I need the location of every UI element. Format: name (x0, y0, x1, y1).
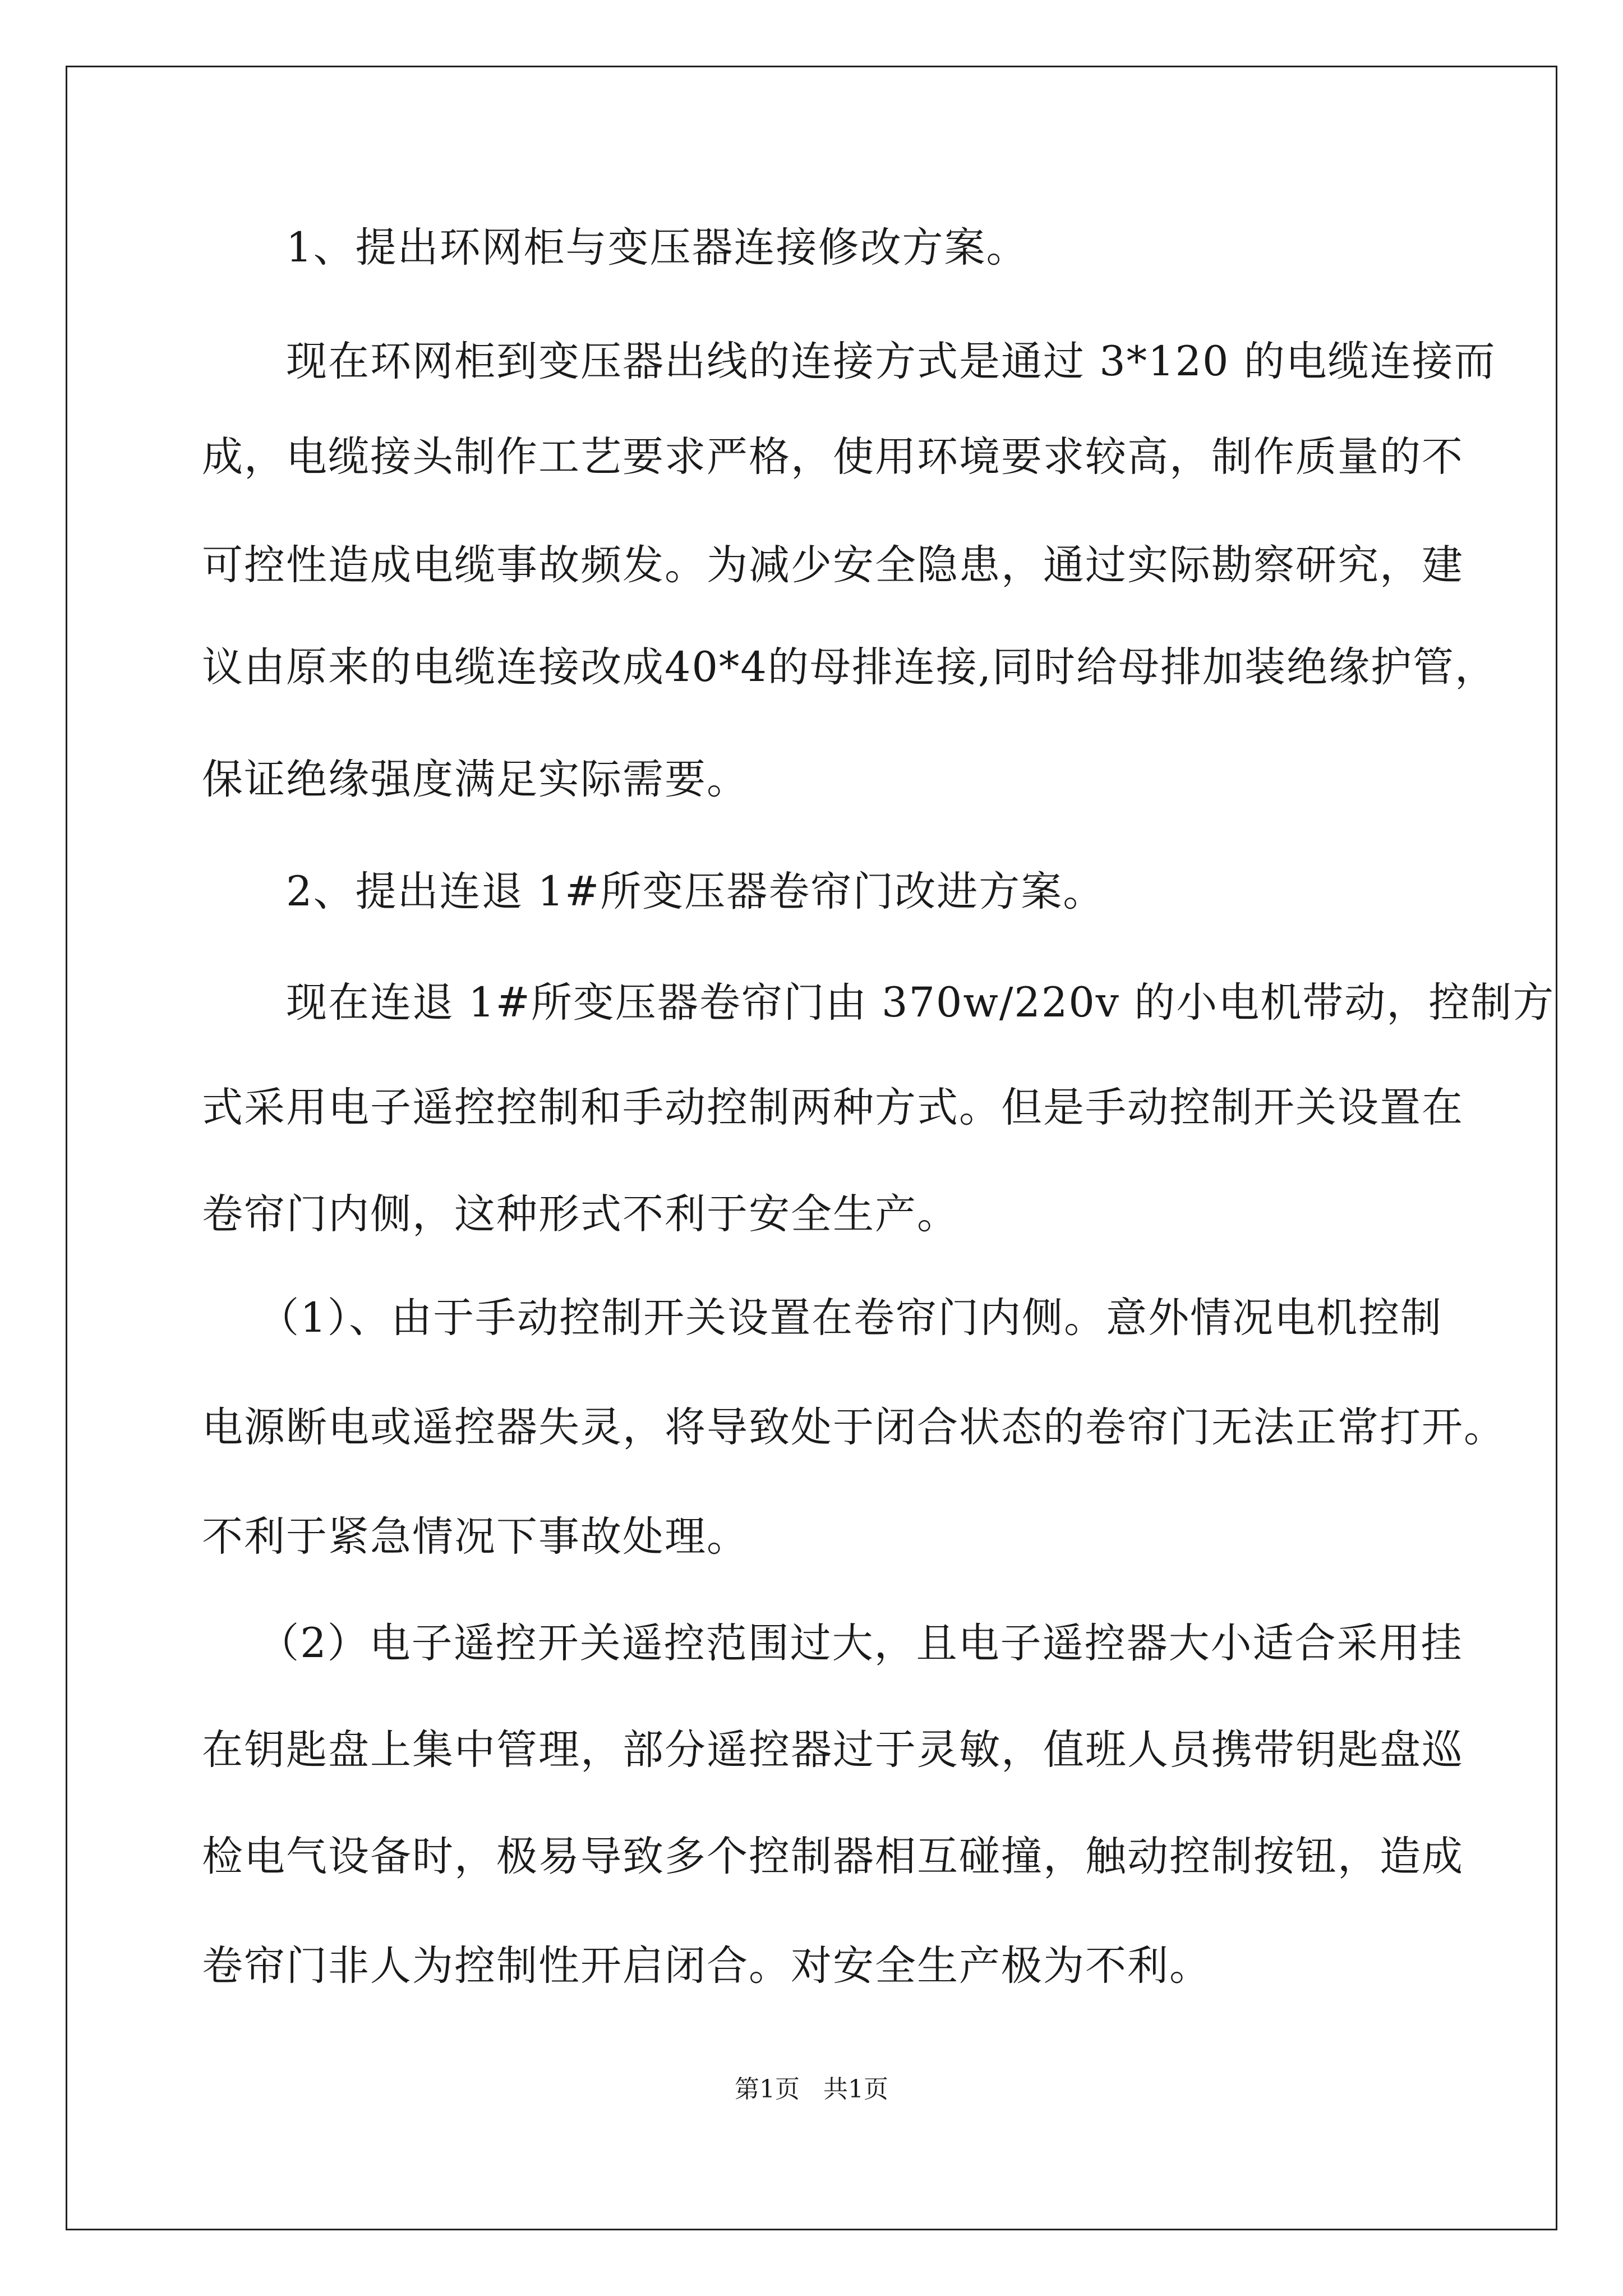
paragraph-4-line-1: 现在连退 1#所变压器卷帘门由 370w/220v 的小电机带动，控制方 (202, 979, 1555, 1027)
page-border (66, 66, 1557, 2230)
paragraph-1-line-1: 1、提出环网柜与变压器连接修改方案。 (202, 224, 1029, 272)
paragraph-2-line-4: 议由原来的电缆连接改成40*4的母排连接,同时给母排加装绝缘护管， (202, 643, 1497, 691)
paragraph-6-line-1: （2）电子遥控开关遥控范围过大，且电子遥控器大小适合采用挂 (202, 1619, 1463, 1667)
paragraph-5-line-2: 电源断电或遥控器失灵，将导致处于闭合状态的卷帘门无法正常打开。 (202, 1404, 1506, 1451)
paragraph-6-line-4: 卷帘门非人为控制性开启闭合。对安全生产极为不利。 (202, 1942, 1211, 1990)
paragraph-4-line-2: 式采用电子遥控控制和手动控制两种方式。但是手动控制开关设置在 (202, 1084, 1464, 1131)
paragraph-6-line-2: 在钥匙盘上集中管理，部分遥控器过于灵敏，值班人员携带钥匙盘巡 (202, 1726, 1464, 1774)
paragraph-3-line-1: 2、提出连退 1#所变压器卷帘门改进方案。 (202, 868, 1105, 915)
paragraph-2-line-3: 可控性造成电缆事故频发。为减少安全隐患，通过实际勘察研究，建 (202, 541, 1464, 589)
paragraph-6-line-3: 检电气设备时，极易导致多个控制器相互碰撞，触动控制按钮，造成 (202, 1833, 1464, 1880)
paragraph-2-line-5: 保证绝缘强度满足实际需要。 (202, 756, 749, 803)
paragraph-4-line-3: 卷帘门内侧，这种形式不利于安全生产。 (202, 1190, 959, 1238)
paragraph-5-line-3: 不利于紧急情况下事故处理。 (202, 1513, 749, 1561)
paragraph-2-line-1: 现在环网柜到变压器出线的连接方式是通过 3*120 的电缆连接而 (202, 338, 1496, 385)
page-footer (0, 2073, 1623, 2106)
page-number-current: 第1页 (735, 2075, 800, 2104)
paragraph-2-line-2: 成，电缆接头制作工艺要求严格，使用环境要求较高，制作质量的不 (202, 433, 1464, 481)
paragraph-5-line-1: （1）、由于手动控制开关设置在卷帘门内侧。意外情况电机控制 (202, 1294, 1443, 1342)
page-number-total: 共1页 (823, 2075, 888, 2104)
